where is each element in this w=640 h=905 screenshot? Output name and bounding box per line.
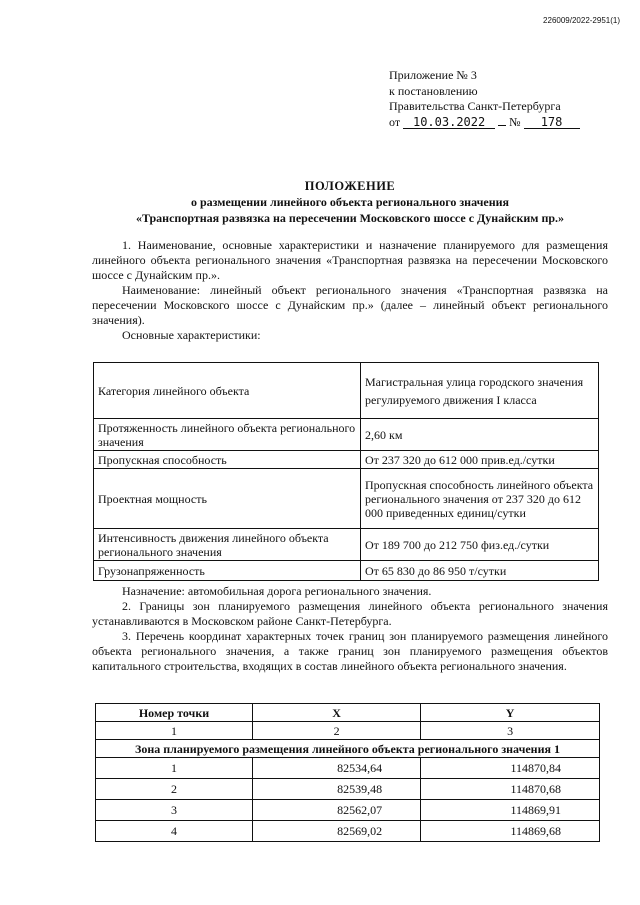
characteristic-value: Магистральная улица городского значения регулируемого движения I класса	[361, 363, 599, 419]
table-row	[96, 800, 600, 821]
appendix-line-1: Приложение № 3	[389, 68, 477, 82]
appendix-line-3: Правительства Санкт-Петербурга	[389, 99, 561, 113]
paragraph-1: 1. Наименование, основные характеристики и назначение планируемого для размещения линейного объекта регионального значения «Транспортная развязка на пересечении Московского шоссе с Дунайским пр.».	[92, 238, 608, 282]
characteristic-key: Проектная мощность	[94, 469, 361, 529]
appendix-line-2: к постановлению	[389, 83, 478, 98]
zone-title: Зона планируемого размещения линейного объекта регионального значения 1	[96, 740, 600, 758]
characteristic-key: Пропускная способность	[94, 451, 361, 469]
coord-x: 82569,02	[253, 821, 421, 842]
appendix-date: 10.03.2022	[403, 116, 495, 129]
document-id: 226009/2022-2951(1)	[543, 16, 620, 25]
paragraph-4: Назначение: автомобильная дорога регионального значения.	[122, 584, 432, 598]
coord-x: 82534,64	[253, 758, 421, 779]
characteristic-value: Пропускная способность линейного объекта регионального значения от 237 320 до 612 000 приведенных единиц/сутки	[361, 469, 599, 529]
table-row	[96, 758, 600, 779]
column-number: 1	[96, 722, 253, 740]
title-main: ПОЛОЖЕНИЕ	[304, 179, 396, 193]
paragraph-5: 2. Границы зон планируемого размещения линейного объекта регионального значения устанавливаются в Московском районе Санкт-Петербурга.	[92, 599, 608, 628]
table-row	[94, 469, 599, 529]
paragraph-3: Основные характеристики:	[122, 328, 261, 342]
point-number: 3	[96, 800, 253, 821]
point-number: 4	[96, 821, 253, 842]
appendix-number-sign: №	[509, 114, 521, 129]
after-table-text	[92, 584, 608, 674]
table-row	[94, 363, 599, 419]
characteristic-key: Грузонапряженность	[94, 561, 361, 581]
column-number: 3	[421, 722, 600, 740]
date-underline-gap	[498, 125, 506, 126]
table-row	[94, 529, 599, 561]
point-number: 2	[96, 779, 253, 800]
coord-x: 82539,48	[253, 779, 421, 800]
intro-text	[92, 238, 608, 343]
coordinates-table	[95, 703, 600, 842]
characteristic-value: 2,60 км	[361, 419, 599, 451]
paragraph-2: Наименование: линейный объект регионального значения «Транспортная развязка на пересечении Московского шоссе с Дунайским пр.» (далее – линейный объект регионального значения).	[92, 283, 608, 327]
table-row	[94, 419, 599, 451]
title-subtitle-2: «Транспортная развязка на пересечении Московского шоссе с Дунайским пр.»	[135, 211, 565, 225]
column-header: X	[253, 704, 421, 722]
document-title	[92, 178, 608, 226]
appendix-block	[389, 68, 619, 130]
table-header-row	[96, 704, 600, 722]
appendix-date-line	[389, 115, 619, 131]
appendix-number: 178	[524, 116, 580, 129]
table-row	[94, 561, 599, 581]
characteristics-table	[93, 362, 599, 581]
characteristic-value: От 189 700 до 212 750 физ.ед./сутки	[361, 529, 599, 561]
appendix-from-label: от	[389, 114, 401, 129]
paragraph-6: 3. Перечень координат характерных точек границ зон планируемого размещения линейного объекта регионального значения, а также границ зон планируемого размещения объектов капитального строительства, входящих в состав линейного объекта регионального значения.	[92, 629, 608, 673]
table-row	[94, 451, 599, 469]
characteristic-key: Протяженность линейного объекта регионального значения	[94, 419, 361, 451]
zone-row	[96, 740, 600, 758]
characteristic-value: От 237 320 до 612 000 прив.ед./сутки	[361, 451, 599, 469]
characteristic-key: Категория линейного объекта	[94, 363, 361, 419]
title-subtitle-1: о размещении линейного объекта регионального значения	[190, 195, 510, 209]
coord-y: 114869,91	[421, 800, 600, 821]
coord-y: 114870,84	[421, 758, 600, 779]
table-row	[96, 779, 600, 800]
column-header: Y	[421, 704, 600, 722]
coord-y: 114869,68	[421, 821, 600, 842]
column-number-row	[96, 722, 600, 740]
column-header: Номер точки	[96, 704, 253, 722]
coord-y: 114870,68	[421, 779, 600, 800]
coord-x: 82562,07	[253, 800, 421, 821]
characteristic-value: От 65 830 до 86 950 т/сутки	[361, 561, 599, 581]
table-row	[96, 821, 600, 842]
point-number: 1	[96, 758, 253, 779]
column-number: 2	[253, 722, 421, 740]
characteristic-key: Интенсивность движения линейного объекта регионального значения	[94, 529, 361, 561]
